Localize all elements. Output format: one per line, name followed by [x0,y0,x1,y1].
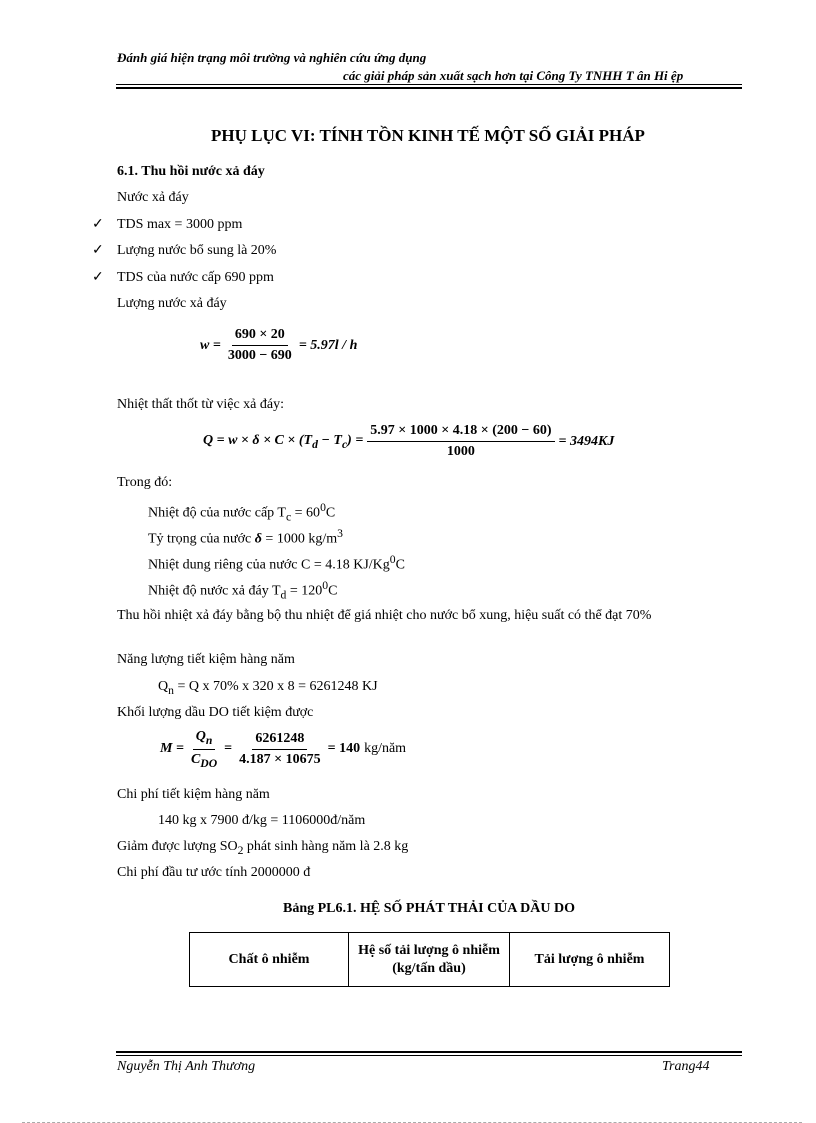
eq3-f1-num-text: Q [195,729,206,744]
so2-post: phát sinh hàng năm là 2.8 kg [243,839,409,854]
eq3-f1-den-sub: DO [200,756,218,770]
footer-rule-thin [116,1055,742,1056]
where-cp [148,553,405,574]
cost-label: Chi phí tiết kiệm hàng năm [117,787,270,802]
eq3-f2-numerator: 6261248 [252,731,307,750]
eq2-close: ) = [347,432,364,448]
header-line-1: Đánh giá hiện trạng môi trường và nghiên cứu ứng dụng [117,50,427,65]
eq2-mid: − T [317,432,342,448]
where-label: Trong đó: [117,475,173,490]
check-icon: ✓ [92,243,104,258]
where-td-sub: d [280,588,287,602]
eq2-lhs [203,433,363,451]
where-rho-val: = 1000 kg/m [261,531,338,547]
annual-energy-q: Q [158,679,169,694]
check-item-2: Lượng nước bổ sung là 20% [117,243,277,258]
so2-text [117,839,408,857]
table-header-load: Tải lượng ô nhiễm [510,933,670,987]
eq3-f1-num-sub: n [205,733,213,747]
where-rho-symbol: δ [254,531,262,547]
where-tc-sup: 0 [320,501,326,514]
where-rho [148,527,343,548]
eq3-equals: = [224,741,233,757]
annual-energy-rest: = Q x 70% x 320 x 8 = 6261248 KJ [173,679,378,694]
eq3-fraction-2 [236,731,323,768]
check-icon: ✓ [92,270,104,285]
where-tc-val: = 60 [291,505,321,521]
eq1-numerator: 690 × 20 [232,327,288,346]
eq2-rhs: = 3494KJ [558,433,615,449]
where-td-sup: 0 [322,579,329,592]
annual-energy-sub: n [168,683,174,697]
section-heading: 6.1. Thu hồi nước xả đáy [117,164,265,179]
where-tc-unit: C [325,505,336,521]
table-header-row [190,933,670,987]
where-td-val: = 120 [286,583,323,599]
so2-pre: Giảm được lượng SO [117,839,238,854]
eq3-rhs: = 140 [327,741,361,757]
where-cp-unit: C [395,557,405,573]
eq2-sub-d: d [312,437,318,451]
eq2-fraction [367,423,554,460]
where-cp-text: Nhiệt dung riêng của nước C = 4.18 KJ/Kg [148,557,390,573]
equation-blowdown [200,327,357,364]
table-header-pollutant: Chất ô nhiễm [190,933,349,987]
where-cp-sup: 0 [389,553,396,566]
where-td-unit: C [328,583,338,599]
where-tc [148,501,335,523]
check-item-1: TDS max = 3000 ppm [117,217,243,232]
annual-energy-label: Năng lượng tiết kiệm hàng năm [117,652,295,667]
equation-do-mass [160,729,406,770]
where-tc-sub: c [285,510,292,524]
intro-text: Nước xả đáy [117,190,189,205]
emission-table [189,932,670,987]
cost-value: 140 kg x 7900 đ/kg = 1106000đ/năm [158,813,366,828]
eq2-denominator: 1000 [446,444,475,459]
recovery-text: Thu hồi nhiệt xả đáy bằng bộ thu nhiệt để giá nhiệt cho nước bổ xung, hiệu suất có thể đạt 70% [117,608,652,623]
eq3-f2-denominator: 4.187 × 10675 [239,751,321,767]
header-rule-thick [116,87,742,89]
eq3-f1-denominator [188,750,220,770]
footer-page-number: Trang44 [662,1059,710,1074]
eq3-f1-den-text: C [190,751,201,767]
investment-text: Chi phí đầu tư ước tính 2000000 đ [117,865,311,880]
eq2-sub-c: c [341,437,348,451]
header-rule-thin [116,84,742,85]
eq1-denominator: 3000 − 690 [227,348,292,363]
eq1-lhs: w = [200,337,221,353]
header-line-2: các giải pháp sản xuất sạch hơn tại Công Ty TNHH T ân Hi ệp [343,68,684,83]
check-item-3: TDS của nước cấp 690 ppm [117,270,274,285]
eq1-rhs: = 5.97l / h [298,337,358,353]
eq2-lhs-text: Q = w × δ × C × (T [203,432,313,448]
eq3-lhs: M = [160,741,184,757]
where-tc-text: Nhiệt độ của nước cấp T [148,505,286,521]
blowdown-label: Lượng nước xả đáy [117,296,227,311]
where-td-text: Nhiệt độ nước xả đáy T [148,583,281,599]
where-rho-text: Tỷ trọng của nước [148,531,255,547]
page-title: PHỤ LỤC VI: TÍNH TỒN KINH TẾ MỘT SỐ GIẢI PHÁP [211,126,645,145]
annual-energy-value [158,679,378,697]
check-icon: ✓ [92,217,104,232]
footer-rule-thick [116,1051,742,1053]
footer-author: Nguyễn Thị Anh Thương [117,1059,256,1074]
table-title: Bảng PL6.1. HỆ SỐ PHÁT THẢI CỦA DẦU DO [283,901,575,916]
do-mass-label: Khối lượng dầu DO tiết kiệm được [117,705,314,720]
eq3-f1-numerator [193,729,216,750]
equation-heatloss [203,423,614,460]
heatloss-label: Nhiệt thất thốt từ việc xả đáy: [117,397,284,412]
where-td [148,579,337,601]
eq2-numerator: 5.97 × 1000 × 4.18 × (200 − 60) [367,423,554,442]
table-header-factor: Hệ số tải lượng ô nhiễm (kg/tấn dầu) [349,933,510,987]
so2-sub: 2 [237,843,244,857]
eq1-fraction [225,327,295,364]
where-rho-sup: 3 [337,527,343,540]
eq3-fraction-1 [188,729,220,770]
eq3-unit: kg/năm [364,741,407,757]
